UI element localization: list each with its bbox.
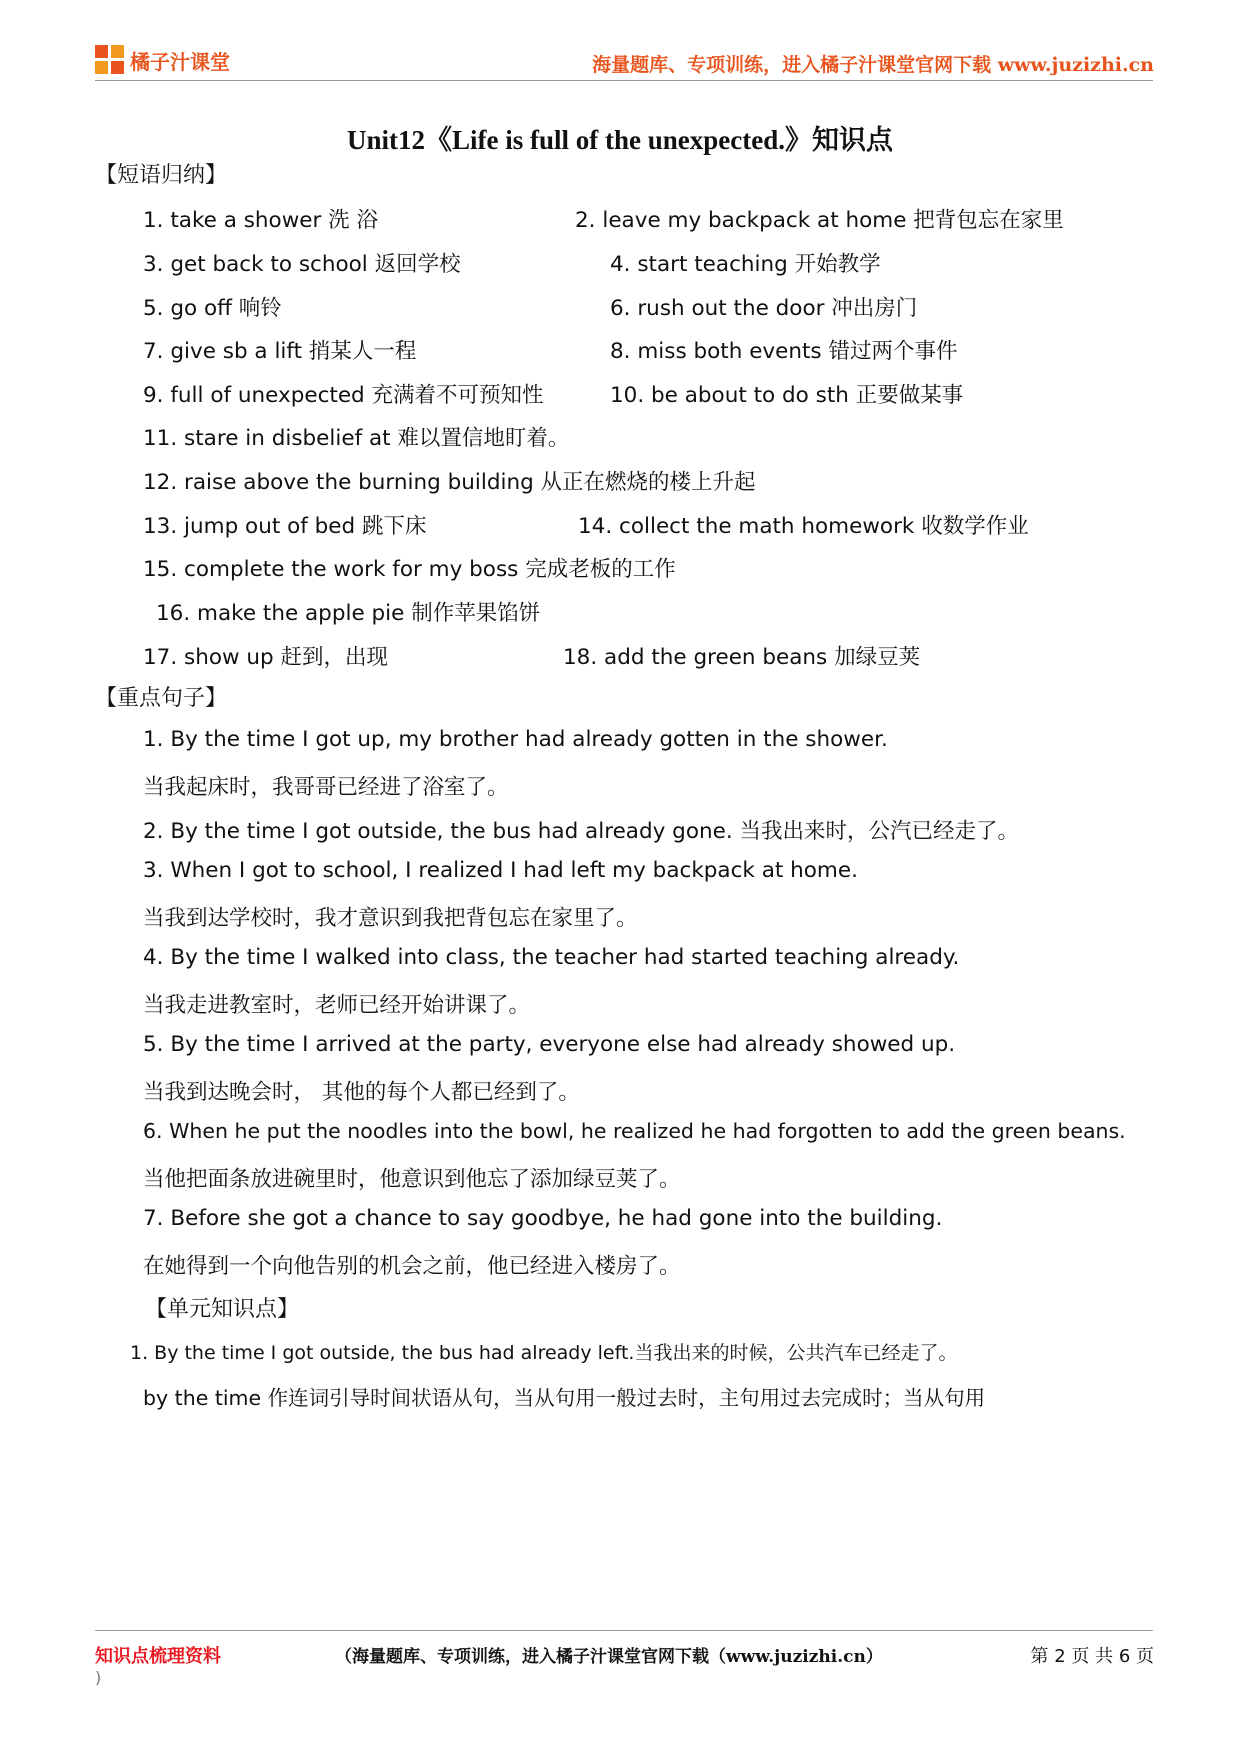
sentence-en: 2. By the time I got outside, the bus had already gone. 当我出来时，公汽已经走了。 <box>143 819 1020 844</box>
sentence-en: 3. When I got to school, I realized I had left my backpack at home. <box>143 858 858 883</box>
unit-point-item: by the time 作连词引导时间状语从句，当从句用一般过去时，主句用过去完成时；当从句用 <box>143 1386 986 1410</box>
section-heading-phrases: 【短语归纳】 <box>95 163 228 188</box>
sentence-en: 1. By the time I got up, my brother had already gotten in the shower. <box>143 727 888 752</box>
phrase-item: 1. take a shower 洗 浴 <box>143 208 379 233</box>
footer-label: 知识点梳理资料 <box>95 1646 221 1667</box>
section-heading-unit-points: 【单元知识点】 <box>145 1297 300 1322</box>
phrase-item: 4. start teaching 开始教学 <box>610 252 881 277</box>
sentence-en: 5. By the time I arrived at the party, everyone else had already showed up. <box>143 1032 956 1057</box>
phrase-item: 6. rush out the door 冲出房门 <box>610 296 918 321</box>
sentence-en: 4. By the time I walked into class, the teacher had started teaching already. <box>143 945 960 970</box>
sentence-zh: 当我到达学校时，我才意识到我把背包忘在家里了。 <box>143 906 638 931</box>
sentence-en: 7. Before she got a chance to say goodbye, he had gone into the building. <box>143 1206 943 1231</box>
phrase-item: 13. jump out of bed 跳下床 <box>143 514 427 539</box>
page-title: Unit12《Life is full of the unexpected.》知识点 <box>347 125 893 155</box>
phrase-item: 9. full of unexpected 充满着不可预知性 <box>143 383 544 408</box>
phrase-item: 14. collect the math homework 收数学作业 <box>578 514 1029 539</box>
sentence-en: 6. When he put the noodles into the bowl, he realized he had forgotten to add the green beans. <box>143 1119 1126 1143</box>
phrase-item: 11. stare in disbelief at 难以置信地盯着。 <box>143 426 570 451</box>
phrase-item: 17. show up 赶到，出现 <box>143 645 389 670</box>
phrase-item: 10. be about to do sth 正要做某事 <box>610 383 964 408</box>
logo-text: 橘子汁课堂 <box>130 50 230 74</box>
section-heading-sentences: 【重点句子】 <box>95 686 228 711</box>
phrase-item: 16. make the apple pie 制作苹果馅饼 <box>156 601 541 626</box>
header-slogan[interactable]: 海量题库、专项训练，进入橘子汁课堂官网下载 www.juzizhi.cn <box>592 54 1154 76</box>
phrase-item: 12. raise above the burning building 从正在燃烧的楼上升起 <box>143 470 756 495</box>
sentence-zh: 当我起床时，我哥哥已经进了浴室了。 <box>143 775 509 800</box>
phrase-item: 15. complete the work for my boss 完成老板的工作 <box>143 557 676 582</box>
phrase-item: 7. give sb a lift 捎某人一程 <box>143 339 417 364</box>
phrase-item: 18. add the green beans 加绿豆荚 <box>563 645 921 670</box>
sentence-zh: 当我走进教室时，老师已经开始讲课了。 <box>143 993 531 1018</box>
phrase-item: 3. get back to school 返回学校 <box>143 252 461 277</box>
phrase-item: 2. leave my backpack at home 把背包忘在家里 <box>575 208 1064 233</box>
header-divider <box>95 80 1153 81</box>
phrase-item: 5. go off 响铃 <box>143 296 282 321</box>
sentence-zh: 当我到达晚会时， 其他的每个人都已经到了。 <box>143 1080 580 1105</box>
page-number: 第 2 页 共 6 页 <box>1030 1646 1154 1667</box>
footer-divider <box>95 1630 1153 1631</box>
phrase-item: 8. miss both events 错过两个事件 <box>610 339 958 364</box>
unit-point-item: 1. By the time I got outside, the bus had already left.当我出来的时候，公共汽车已经走了。 <box>130 1342 958 1364</box>
footer-tail: ) <box>95 1668 102 1687</box>
footer-slogan[interactable]: （海量题库、专项训练，进入橘子汁课堂官网下载（www.juzizhi.cn） <box>335 1647 883 1667</box>
sentence-zh: 在她得到一个向他告别的机会之前，他已经进入楼房了。 <box>143 1254 681 1279</box>
sentence-zh: 当他把面条放进碗里时，他意识到他忘了添加绿豆荚了。 <box>143 1167 681 1192</box>
logo-icon <box>95 45 125 75</box>
